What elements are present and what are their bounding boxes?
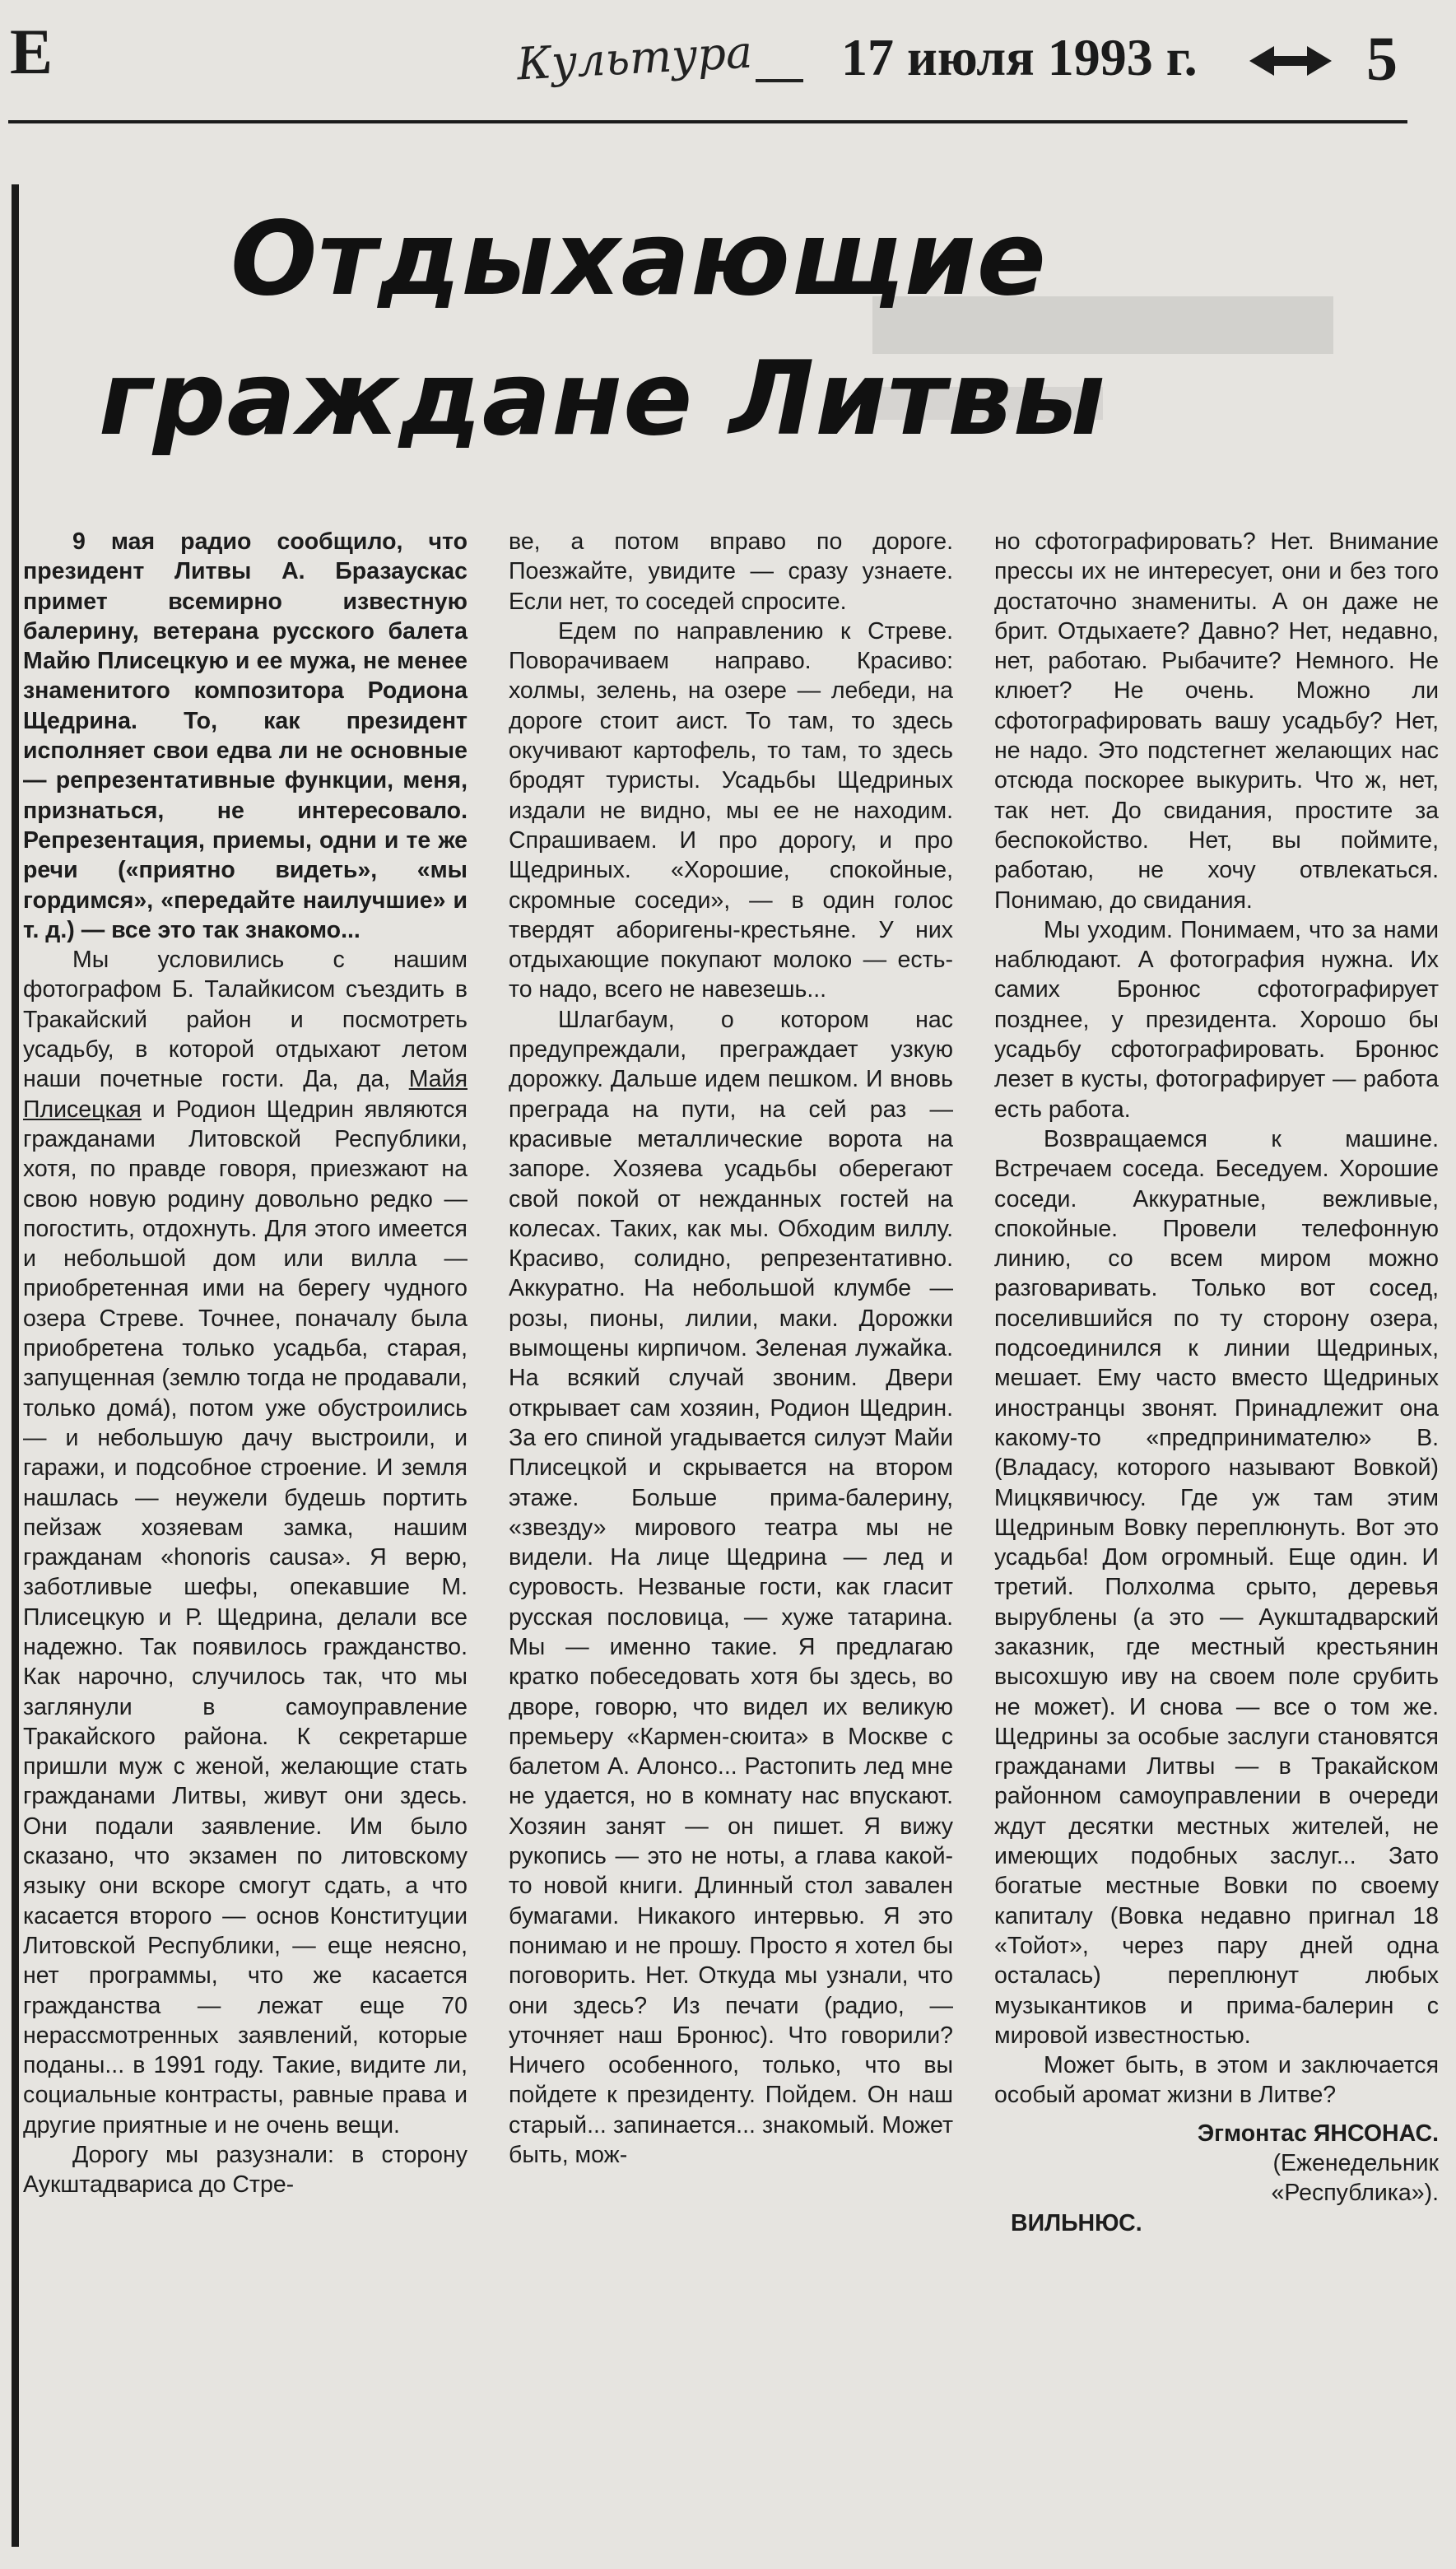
page-number: 5 [1366,25,1398,94]
underlined-name: Майя Плисецкая [23,1066,468,1123]
paragraph-text: и Родион Щедрин являются гражданами Литовской Республики, хотя, по правде говоря, приезжают на свою новую родину довольно редко — погостить, отдохнуть. Для этого имеется и небольшой дом или вилла — приобретенная ими на берегу чудного озера Стреве. Точнее, поначалу была приобретена только усадьба, старая, запущенная (землю тогда не продавали, только домá), потом уже обустроились — и небольшую дачу выстроили, и гаражи, и подсобное строение. И земля нашлась — неужели будешь портить пейзаж хозяевам замка, нашим гражданам «honoris causa». Я верю, заботливые шефы, опекавшие М. Плисецкую и Р. Щедрина, делали все надежно. Так появилось гражданство. Как нарочно, случилось так, что мы заглянули в самоуправление Тракайского района. К секретарше пришли муж с женой, желающие стать гражданами Литвы, живут они здесь. Они подали заявление. Им было сказано, что экзамен по литовскому языку они вскоре смогут сдать, а что касается второго — основ Конституции Литовской Республики, — еще неясно, нет программы, что же касается гражданства — лежат еще 70 нерассмотренных заявлений, которые поданы... в 1991 году. Такие, видите ли, социальные контрасты, равные права и другие приятные и не очень вещи. [23,1096,468,2139]
paragraph: Едем по направлению к Стреве. Поворачиваем направо. Красиво: холмы, зелень, на озере — лебеди, на дороге стоит аист. То там, то здесь окучивают картофель, то там, то здесь бродят туристы. Усадьбы Щедриных издали не видно, мы ее не находим. Спрашиваем. И про дорогу, и про Щедриных. «Хорошие, спокойные, скромные соседи», — в один голос твердят аборигены-крестьяне. У них отдыхающие покупают молоко — есть-то надо, всего не навезешь... [509,617,953,1003]
paragraph: ве, а потом вправо по дороге. Поезжайте, увидите — сразу узнаете. Если нет, то соседей спросите. [509,528,953,615]
article-column-1 [23,527,468,2200]
source-line-1: (Еженедельник [1272,2150,1439,2177]
header-rule [8,120,1407,123]
handwritten-note: Культура [515,26,754,91]
paragraph: Может быть, в этом и заключается особый аромат жизни в Литве? [994,2052,1439,2109]
article-column-2 [509,527,953,2170]
source-line-2: «Республика»). [1271,2180,1439,2207]
lead-paragraph: 9 мая радио сообщило, что президент Литвы А. Бразаускас примет всемирно известную балерину, ветерана русского балета Майю Плисецкую и ее мужа, не менее знаменитого композитора Родиона Щедрина. То, как президент исполняет свои едва ли не основные — репрезентативные функции, меня, признаться, не интересовало. Репрезентация, приемы, одни и те же речи («приятно видеть», «мы гордимся», «передайте наилучшие» и т. д.) — все это так знакомо... [23,528,468,943]
headline-line-1: Отдыхающие [230,200,1047,319]
author-signature: Эгмонтас ЯНСОНАС. [1197,2120,1439,2147]
headline-line-2: граждане Литвы [99,340,1106,458]
handwritten-dash [756,79,803,82]
section-letter: Е [10,16,53,87]
paragraph: Дорогу мы разузнали: в сторону Аукштадвариса до Стре- [23,2142,468,2199]
paragraph: Возвращаемся к машине. Встречаем соседа. Беседуем. Хорошие соседи. Аккуратные, вежливые, спокойные. Провели телефонную линию, со всем миром можно разговаривать. Только вот сосед, поселившийся по ту сторону озера, подсоединился к линии Щедриных, мешает. Ему часто вместо Щедриных иностранцы звонят. Принадлежит она какому-то «предпринимателю» В. (Владасу, которого называют Вовкой) Мицкявичюсу. Где уж там этим Щедриным Вовку переплюнуть. Вот это усадьба! Дом огромный. Еще один. И третий. Полхолма срыто, деревья вырублены (а это — Аукштадварский заказник, где местный крестьянин высохшую иву на своем поле срубить не может). И снова — все о том же. Щедрины за особые заслуги становятся гражданами Литвы — в Тракайском районном самоуправлении в очереди ждут десятки местных жителей, не имеющих подобных заслуг... Зато богатые местные Вовки по своему капиталу (Вовка недавно пригнал 18 «Тойот», через пару дней одна осталась) переплюнут любых музыкантиков и прима-балерин с мировой известностью. [994,1125,1439,2049]
paragraph-text: Мы условились с нашим фотографом Б. Талайкисом съездить в Тракайский район и посмотреть усадьбу, в которой отдыхают летом наши почетные гости. Да, да, [23,947,468,1093]
double-arrow-icon [1249,43,1332,83]
margin-bar [12,184,19,2547]
article-headline [91,189,1375,469]
paragraph: Шлагбаум, о котором нас предупреждали, преграждает узкую дорожку. Дальше идем пешком. И вновь преграда на пути, на сей раз — красивые металлические ворота на запоре. Хозяева усадьбы оберегают свой покой от нежданных гостей на колесах. Таких, как мы. Обходим виллу. Красиво, солидно, репрезентативно. Аккуратно. На небольшой клумбе — розы, пионы, лилии, маки. Дорожки вымощены кирпичом. Зеленая лужайка. На всякий случай звоним. Двери открывает сам хозяин, Родион Щедрин. За его спиной угадывается силуэт Майи Плисецкой и скрывается на втором этаже. Больше прима-балерину, «звезду» мирового театра мы не видели. На лице Щедрина — лед и суровость. Незваные гости, как гласит русская пословица, — хуже татарина. Мы — именно такие. Я предлагаю кратко побеседовать хотя бы здесь, во дворе, говорю, что видел их великую премьеру «Кармен-сюита» в Москве с балетом А. Алонсо... Растопить лед мне не удается, но в комнату нас впускают. Хозяин занят — он пишет. Я вижу рукопись — это не ноты, а глава какой-то новой книги. Длинный стол завален бумагами. Никакого интервью. Я это понимаю и не прошу. Просто я хотел бы поговорить. Нет. Откуда мы узнали, что они здесь? Из печати (радио, — уточняет наш Бронюс). Что говорили? Ничего особенного, только, что вы пойдете к президенту. Пойдем. Он наш старый... запинается... знакомый. Может быть, мож- [509,1006,953,2169]
issue-date: 17 июля 1993 г. [841,28,1198,86]
paragraph: Мы уходим. Понимаем, что за нами наблюдают. А фотография нужна. Их самих Бронюс сфотографирует позднее, у президента. Хорошо бы усадьбу сфотографировать. Бронюс лезет в кусты, фотографирует — работа есть работа. [994,916,1439,1123]
dateline-city: ВИЛЬНЮС. [1011,2209,1142,2236]
paragraph: но сфотографировать? Нет. Внимание прессы их не интересует, они и без того достаточно знамениты. А он даже не брит. Отдыхаете? Давно? Нет, недавно, нет, работаю. Рыбачите? Немного. Не клюет? Не очень. Можно ли сфотографировать вашу усадьбу? Нет, не надо. Это подстегнет желающих нас отсюда поскорее выкурить. Что ж, нет, так нет. До свидания, простите за беспокойство. Нет, вы поймите, работаю, не хочу отвлекаться. Понимаю, до свидания. [994,528,1439,914]
paragraph [23,945,468,2140]
article-column-3 [994,527,1439,2238]
